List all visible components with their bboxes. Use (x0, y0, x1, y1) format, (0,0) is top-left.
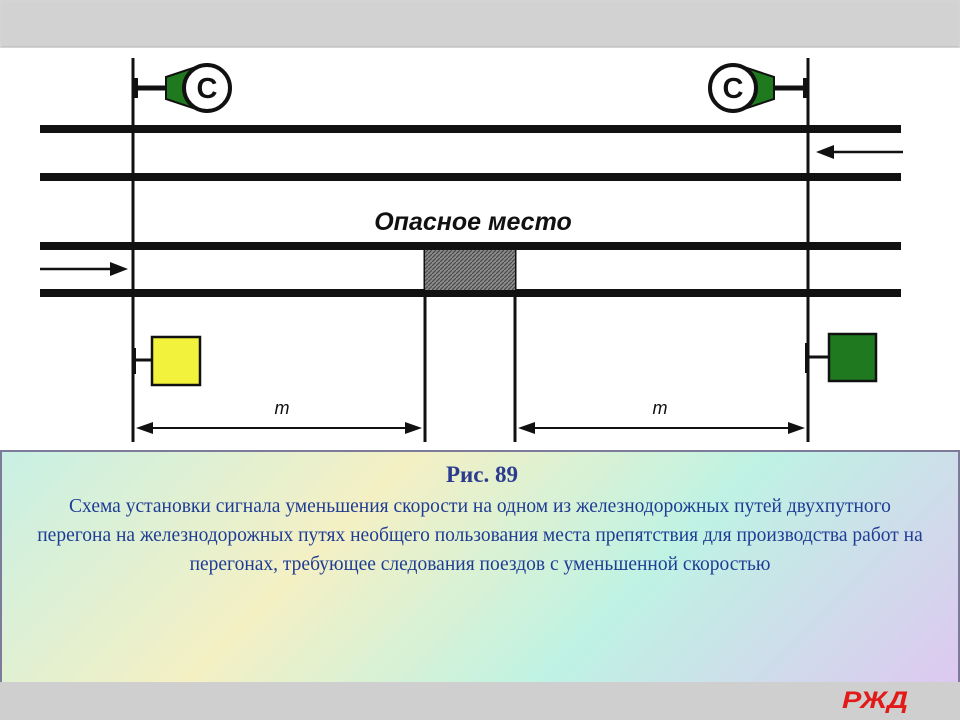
top-band (0, 0, 960, 48)
direction-arrow-right-icon (40, 262, 128, 276)
figure-number: Рис. 89 (445, 462, 518, 487)
figure-caption: Схема установки сигнала уменьшения скорости на одном из железнодорожных путей двухпутного перегона на железнодорожных путях необщего пользования места препятствия для производства работ на перегонах, требующее следования поездов с уменьшенной скоростью (37, 496, 923, 575)
signal-c-left (133, 65, 230, 111)
distance-label-right: т (652, 398, 668, 418)
yellow-signal (132, 337, 200, 385)
direction-arrow-left-icon (816, 145, 903, 159)
rzd-logo-text: РЖД (842, 687, 908, 714)
green-signal (805, 334, 876, 381)
signal-letter-left: С (196, 73, 218, 105)
danger-zone (425, 250, 515, 290)
bottom-band (0, 682, 960, 720)
track-diagram (0, 50, 960, 450)
rzd-logo-icon (842, 684, 912, 714)
signal-letter-right: С (722, 73, 744, 105)
danger-label: Опасное место (374, 208, 572, 236)
top-band-inner (2, 2, 958, 47)
signal-c-right (710, 65, 808, 111)
distance-label-left: т (274, 398, 290, 418)
distance-arrow-left (136, 398, 422, 434)
caption-panel (0, 450, 960, 682)
distance-arrow-right (518, 398, 805, 434)
